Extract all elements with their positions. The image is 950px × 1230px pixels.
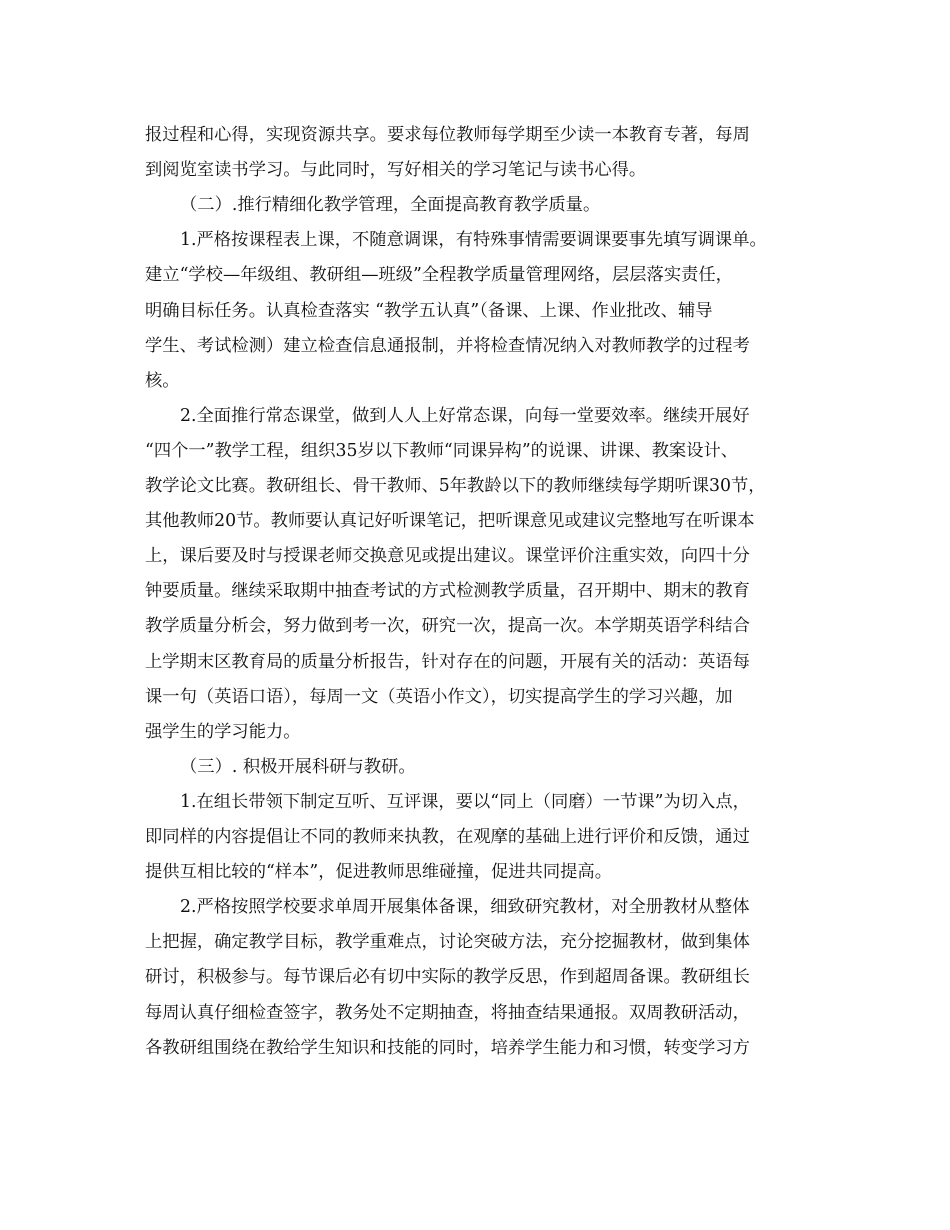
text-line: 报过程和心得，实现资源共享。要求每位教师每学期至少读一本教育专著，每周 — [145, 125, 750, 145]
text-line: 上学期末区教育局的质量分析报告，针对存在的问题，开展有关的活动：英语每 — [145, 652, 750, 672]
text-line: 明确目标任务。认真检查落实 “教学五认真”（备课、上课、作业批改、辅导 — [145, 301, 713, 321]
text-line: 到阅览室读书学习。与此同时，写好相关的学习笔记与读书心得。 — [145, 160, 647, 180]
text-line: 上，课后要及时与授课老师交换意见或提出建议。课堂评价注重实效，向四十分 — [145, 546, 750, 566]
text-line: 学生、考试检测）建立检查信息通报制，并将检查情况纳入对教师教学的过程考 — [145, 336, 750, 356]
text-line: 其他教师20节。教师要认真记好听课笔记，把听课意见或建议完整地写在听课本 — [145, 511, 755, 531]
text-line: 建立“学校—年级组、教研组—班级”全程教学质量管理网络，层层落实责任， — [145, 265, 733, 285]
text-line: 课一句（英语口语），每周一文（英语小作文），切实提高学生的学习兴趣，加 — [145, 687, 733, 707]
paragraph-start: 2.全面推行常态课堂，做到人人上好常态课，向每一堂要效率。继续开展好 — [180, 406, 750, 426]
text-line: 钟要质量。继续采取期中抽查考试的方式检测教学质量，召开期中、期末的教育 — [145, 581, 750, 601]
section-heading: （二）.推行精细化教学管理，全面提高教育教学质量。 — [180, 195, 601, 215]
text-line: 研讨，积极参与。每节课后必有切中实际的教学反思，作到超周备课。教研组长 — [145, 967, 750, 987]
text-line: 教学质量分析会，努力做到考一次，研究一次，提高一次。本学期英语学科结合 — [145, 616, 750, 636]
paragraph-start: 2.严格按照学校要求单周开展集体备课，细致研究教材，对全册教材从整体 — [180, 897, 750, 917]
text-line: 各教研组围绕在教给学生知识和技能的同时，培养学生能力和习惯，转变学习方 — [145, 1038, 750, 1058]
section-heading: （三）. 积极开展科研与教研。 — [180, 757, 416, 777]
text-line: “四个一”教学工程，组织35岁以下教师“同课异构”的说课、讲课、教案设计、 — [145, 441, 739, 461]
text-line: 教学论文比赛。教研组长、骨干教师、5年教龄以下的教师继续每学期听课30节， — [145, 476, 766, 496]
text-line: 每周认真仔细检查签字，教务处不定期抽查，将抽查结果通报。双周教研活动， — [145, 1003, 750, 1023]
text-line: 提供互相比较的“样本”，促进教师思维碰撞，促进共同提高。 — [145, 862, 612, 882]
paragraph-start: 1.在组长带领下制定互听、互评课，要以“同上（同磨）一节课”为切入点， — [180, 792, 750, 812]
text-line: 强学生的学习能力。 — [145, 722, 301, 742]
text-line: 即同样的内容提倡让不同的教师来执教，在观摩的基础上进行评价和反馈，通过 — [145, 827, 750, 847]
text-line: 上把握，确定教学目标，教学重难点，讨论突破方法，充分挖掘教材，做到集体 — [145, 932, 750, 952]
paragraph-start: 1.严格按课程表上课，不随意调课，有特殊事情需要调课要事先填写调课单。 — [180, 230, 767, 250]
text-line: 核。 — [145, 371, 180, 391]
